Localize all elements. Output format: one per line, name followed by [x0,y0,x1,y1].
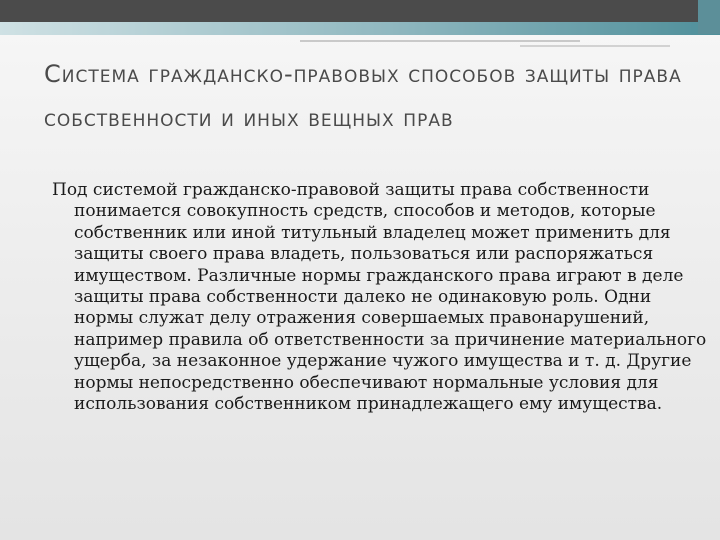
decorative-line [520,45,670,47]
slide-title: Система гражданско-правовых способов защиты права собственности и иных вещных прав [44,60,682,132]
corner-accent-block [698,0,720,34]
slide-body-text: Под системой гражданско-правовой защиты права собственности понимается совокупность средств, способов и методов, которые собственник или иной титульный владелец может применить для защиты своего права владеть, пользоваться или распоряжаться имуществом. Различные нормы гражданского права играют в деле защиты права собственности далеко не одинаковую роль. Одни нормы служат делу отражения совершаемых правонарушений, например правила об ответственности за причинение материального ущерба, за незаконное удержание чужого имущества и т. д. Другие нормы непосредственно обеспечивают нормальные условия для использования собственником принадлежащего ему имущества. [52,180,707,415]
header-bar [0,0,720,22]
decorative-line [300,40,580,42]
accent-bar [0,22,720,35]
